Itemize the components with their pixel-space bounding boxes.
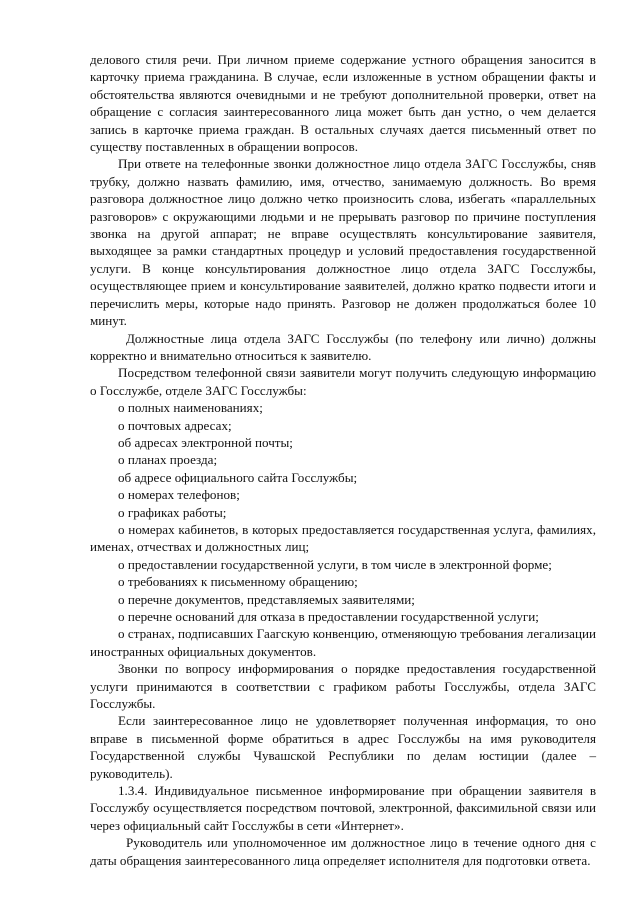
list-item: о странах, подписавших Гаагскую конвенцию, отменяющую требования легализации иностранных официальных документов. (90, 626, 596, 659)
info-list (90, 399, 596, 660)
paragraph-executor-assignment: Руководитель или уполномоченное им должностное лицо в течение одного дня с даты обращения заинтересованного лица определяет исполнителя для подготовки ответа. (90, 835, 596, 868)
list-item: о предоставлении государственной услуги, в том числе в электронной форме; (118, 556, 552, 572)
paragraph-written-request: Если заинтересованное лицо не удовлетворяет полученная информация, то оно вправе в письменной форме обратиться в адрес Госслужбы на имя руководителя Государственной службы Чувашской Республики по делам юстиции (далее – руководитель). (90, 713, 596, 781)
list-item: о номерах кабинетов, в которых предоставляется государственная услуга, фамилиях, именах, отчествах и должностных лиц; (90, 521, 596, 555)
list-item: о перечне оснований для отказа в предоставлении государственной услуги; (118, 609, 539, 624)
list-item: о перечне документов, представляемых заявителями; (118, 591, 415, 607)
paragraph-oral-appeal: делового стиля речи. При личном приеме содержание устного обращения заносится в карточку приема гражданина. В случае, если изложенные в устном обращении факты и обстоятельства являются очевидными и не требуют дополнительной проверки, ответ на обращение с согласия заинтересованного лица может быть дан устно, о чем делается запись в карточке приема граждан. В остальных случаях дается письменный ответ по существу поставленных в обращении вопросов. (90, 52, 596, 155)
list-item: об адресах электронной почты; (118, 434, 293, 450)
list-item: о планах проезда; (118, 452, 218, 468)
list-item: об адресе официального сайта Госслужбы; (118, 469, 358, 485)
list-item: о номерах телефонов; (118, 487, 240, 503)
paragraph-info-intro: Посредством телефонной связи заявители могут получить следующую информацию о Госслужбе, отделе ЗАГС Госслужбы: (90, 365, 596, 398)
list-item: о графиках работы; (118, 504, 227, 520)
paragraph-officials-conduct: Должностные лица отдела ЗАГС Госслужбы (по телефону или лично) должны корректно и внимательно относиться к заявителю. (90, 330, 596, 363)
paragraph-call-schedule: Звонки по вопросу информирования о порядке предоставления государственной услуги принимаются в соответствии с графиком работы Госслужбы, отдела ЗАГС Госслужбы. (90, 661, 596, 712)
document-body (90, 51, 596, 869)
list-item: о полных наименованиях; (118, 400, 263, 416)
list-item: о почтовых адресах; (118, 417, 232, 433)
paragraph-section-1-3-4: 1.3.4. Индивидуальное письменное информирование при обращении заявителя в Госслужбу осуществляется посредством почтовой, электронной, факсимильной связи или через официальный сайт Госслужбы в сети «Интернет». (90, 783, 596, 833)
list-item: о требованиях к письменному обращению; (118, 574, 358, 590)
paragraph-phone-calls: При ответе на телефонные звонки должностное лицо отдела ЗАГС Госслужбы, сняв трубку, должно назвать фамилию, имя, отчество, занимаемую должность. Во время разговора должностное лицо должно четко произносить слова, избегать «параллельных разговоров» с окружающими людьми и не прерывать разговор по причине поступления звонка на другой аппарат; не вправе осуществлять консультирование заявителя, выходящее за рамки стандартных процедур и условий предоставления государственной услуги. В конце консультирования должностное лицо отдела ЗАГС Госслужбы, осуществляющее прием и консультирование заявителей, должно кратко подвести итоги и перечислить меры, которые надо принять. Разговор не должен продолжаться более 10 минут. (90, 156, 596, 329)
